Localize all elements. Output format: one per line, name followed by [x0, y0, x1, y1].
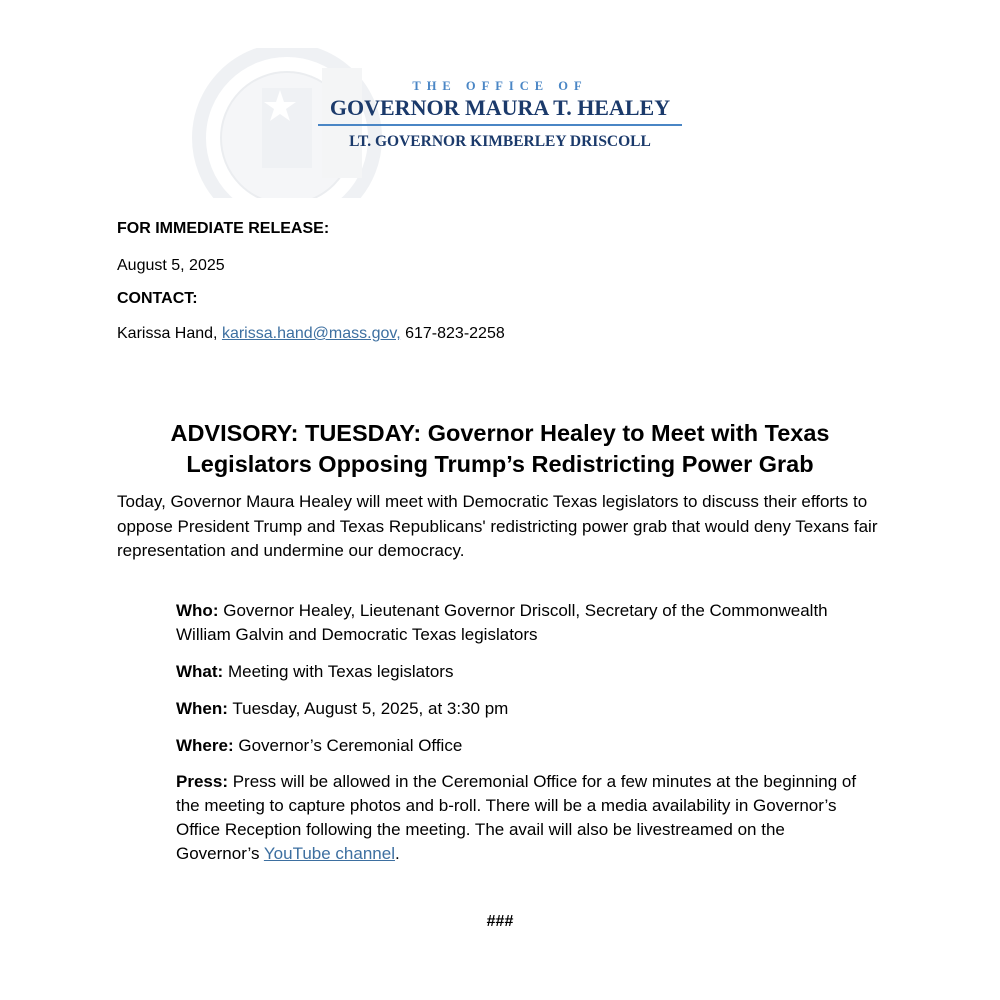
headline-line-2: Legislators Opposing Trump’s Redistricting Power Grab — [186, 451, 814, 477]
contact-phone: 617-823-2258 — [405, 325, 505, 342]
letterhead-divider — [318, 124, 682, 126]
detail-who — [176, 599, 876, 647]
detail-press — [176, 770, 866, 866]
who-label: Who: — [176, 601, 219, 620]
lt-governor-name: LT. GOVERNOR KIMBERLEY DRISCOLL — [349, 133, 651, 150]
what-text: Meeting with Texas legislators — [227, 662, 454, 681]
youtube-channel-link[interactable]: YouTube channel — [263, 844, 395, 863]
letterhead — [318, 78, 682, 152]
end-mark: ### — [486, 913, 514, 930]
headline — [100, 418, 900, 480]
detail-what — [176, 660, 876, 684]
release-date: August 5, 2025 — [117, 257, 225, 274]
press-text: Press will be allowed in the Ceremonial Office for a few minutes at the beginning of the meeting to capture photos and b-roll. There will be a media availability in Governor’s Office Reception following the meeting. The avail will also be livestreamed on the Governor’s — [176, 772, 857, 863]
who-text: Governor Healey, Lieutenant Governor Driscoll, Secretary of the Commonwealth William Galvin and Democratic Texas legislators — [176, 601, 828, 644]
press-label: Press: — [176, 772, 228, 791]
headline-line-1: ADVISORY: TUESDAY: Governor Healey to Meet with Texas — [170, 420, 830, 446]
contact-email-link[interactable]: karissa.hand@mass.gov, — [221, 325, 401, 342]
when-text: Tuesday, August 5, 2025, at 3:30 pm — [232, 699, 509, 718]
press-end: . — [394, 844, 400, 863]
when-label: When: — [176, 699, 228, 718]
release-label: FOR IMMEDIATE RELEASE: — [117, 220, 330, 237]
what-label: What: — [176, 662, 224, 681]
where-text: Governor’s Ceremonial Office — [238, 736, 463, 755]
detail-where — [176, 734, 876, 758]
contact-label: CONTACT: — [117, 290, 198, 307]
detail-when — [176, 697, 876, 721]
contact-name: Karissa Hand, — [117, 325, 218, 342]
governor-name: GOVERNOR MAURA T. HEALEY — [329, 95, 671, 120]
office-of-label: THE OFFICE OF — [412, 79, 588, 93]
where-label: Where: — [176, 736, 234, 755]
contact-line — [117, 324, 505, 344]
intro-paragraph: Today, Governor Maura Healey will meet with Democratic Texas legislators to discuss their efforts to oppose President Trump and Texas Republicans' redistricting power grab that would deny Texans fair representation and undermine our democracy. — [117, 492, 878, 560]
